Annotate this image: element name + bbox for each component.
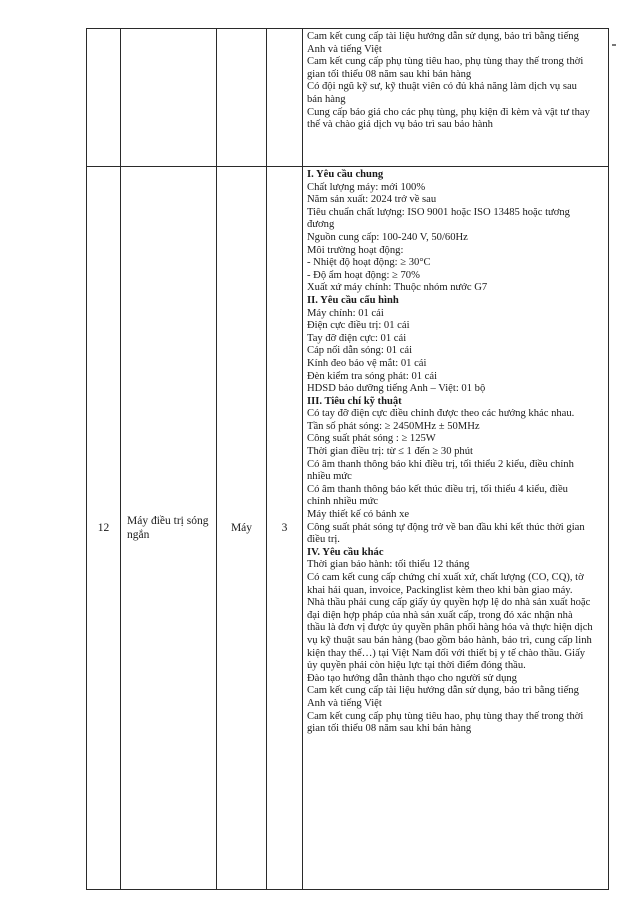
text-line: Máy chính: 01 cái (307, 307, 384, 319)
item-unit: Máy (217, 167, 267, 890)
section-heading: I. Yêu cầu chung (307, 169, 384, 180)
text-line: điều trị. (307, 534, 340, 546)
text-line: bán hàng (307, 93, 346, 105)
item-name: Máy điều trị sóng ngắn (121, 167, 217, 890)
specification-table (86, 28, 609, 890)
text-line: Công suất phát sóng tự động trở về ban đầu khi kết thúc thời gian (307, 521, 585, 533)
text-line: đương (307, 219, 335, 231)
text-line: - Nhiệt độ hoạt động: ≥ 30°C (307, 257, 431, 269)
cell-name (121, 29, 217, 167)
text-line: Máy thiết kế có bánh xe (307, 509, 410, 521)
text-line: kiện thay thế…) tại Việt Nam đối với thiết bị y tế chào thầu. Giấy (307, 647, 586, 659)
text-line: Năm sản xuất: 2024 trở về sau (307, 194, 437, 206)
text-line: Nhà thầu phải cung cấp giấy ủy quyền hợp lệ do nhà sản xuất hoặc (307, 597, 591, 609)
cell-qty (267, 29, 303, 167)
text-line: nhiều mức (307, 471, 352, 483)
table-row (87, 29, 609, 167)
section-heading: III. Tiêu chí kỹ thuật (307, 395, 402, 407)
text-line: Xuất xứ máy chính: Thuộc nhóm nước G7 (307, 282, 488, 294)
text-line: - Độ ẩm hoạt động: ≥ 70% (307, 269, 420, 281)
text-line: đại diện hợp pháp của nhà sản xuất cấp, trong đó xác nhận nhà (307, 609, 573, 621)
text-line: gian tối thiểu 08 năm sau khi bán hàng (307, 68, 472, 80)
text-line: Có cam kết cung cấp chứng chỉ xuất xứ, chất lượng (CO, CQ), tờ (307, 572, 584, 583)
section-heading: IV. Yêu cầu khác (307, 546, 384, 558)
text-line: Tiêu chuẩn chất lượng: ISO 9001 hoặc ISO 13485 hoặc tương (307, 206, 570, 218)
text-line: Có tay đỡ điện cực điều chỉnh được theo các hướng khác nhau. (307, 408, 575, 420)
text-line: Đèn kiểm tra sóng phát: 01 cái (307, 370, 438, 382)
text-line: Đào tạo hướng dẫn thành thạo cho người sử dụng (307, 672, 517, 684)
text-line: Chất lượng máy: mới 100% (307, 181, 426, 193)
text-line: Nguồn cung cấp: 100-240 V, 50/60Hz (307, 231, 468, 243)
scan-mark (612, 44, 616, 46)
text-line: gian tối thiểu 08 năm sau khi bán hàng (307, 723, 472, 735)
cell-desc (303, 29, 609, 167)
text-line: Cung cấp báo giá cho các phụ tùng, phụ kiện đi kèm và vật tư thay (307, 106, 590, 118)
text-line: Cáp nối dẫn sóng: 01 cái (307, 345, 413, 357)
text-line: chỉnh nhiều mức (307, 496, 379, 508)
text-line: Có âm thanh thông báo kết thúc điều trị, tối thiểu 4 kiểu, điều (307, 483, 568, 495)
item-number: 12 (87, 167, 121, 890)
text-line: Cam kết cung cấp phụ tùng tiêu hao, phụ tùng thay thế trong thời (307, 56, 584, 68)
text-line: HDSD bảo dưỡng tiếng Anh – Việt: 01 bộ (307, 383, 486, 395)
requirements-text (303, 167, 608, 738)
text-line: Điện cực điều trị: 01 cái (307, 320, 410, 332)
text-line: Tay đỡ điện cực: 01 cái (307, 332, 407, 344)
text-line: Thời gian điều trị: từ ≤ 1 đến ≥ 30 phút (307, 446, 473, 458)
item-quantity: 3 (267, 167, 303, 890)
text-line: Kính đeo bảo vệ mắt: 01 cái (307, 357, 427, 369)
text-line: Công suất phát sóng : ≥ 125W (307, 433, 436, 445)
text-line: Cam kết cung cấp tài liệu hướng dẫn sử dụng, bảo trì bằng tiếng (307, 31, 579, 42)
text-line: Cam kết cung cấp tài liệu hướng dẫn sử dụng, bảo trì bằng tiếng (307, 685, 579, 697)
cell-desc (303, 167, 609, 890)
text-line: Cam kết cung cấp phụ tùng tiêu hao, phụ tùng thay thế trong thời (307, 710, 584, 722)
text-line: ủy quyền phải còn hiệu lực tại thời điểm đóng thầu. (307, 660, 526, 672)
text-line: Môi trường hoạt động: (307, 244, 404, 256)
section-heading: II. Yêu cầu cấu hình (307, 294, 399, 306)
cell-unit (217, 29, 267, 167)
text-line: Có đội ngũ kỹ sư, kỹ thuật viên có đủ khả năng làm dịch vụ sau (307, 81, 577, 93)
table-row (87, 167, 609, 890)
text-line: vụ kỹ thuật sau bán hàng (bao gồm bảo hành, bảo trì, cung cấp linh (307, 634, 592, 646)
text-line: khai hải quan, invoice, Packinglist kèm theo khi bàn giao máy. (307, 584, 573, 596)
text-line: Có âm thanh thông báo khi điều trị, tối thiểu 2 kiểu, điều chỉnh (307, 458, 574, 470)
text-line: Tần số phát sóng: ≥ 2450MHz ± 50MHz (307, 420, 480, 432)
requirements-text (303, 29, 608, 134)
text-line: Thời gian bảo hành: tối thiểu 12 tháng (307, 559, 470, 571)
text-line: Anh và tiếng Việt (307, 43, 382, 55)
cell-no (87, 29, 121, 167)
text-line: thế và chào giá dịch vụ bảo trì sau bảo hành (307, 119, 493, 131)
text-line: thầu là đơn vị được ủy quyền phân phối hàng hóa và thực hiện dịch (307, 622, 593, 634)
text-line: Anh và tiếng Việt (307, 697, 382, 709)
